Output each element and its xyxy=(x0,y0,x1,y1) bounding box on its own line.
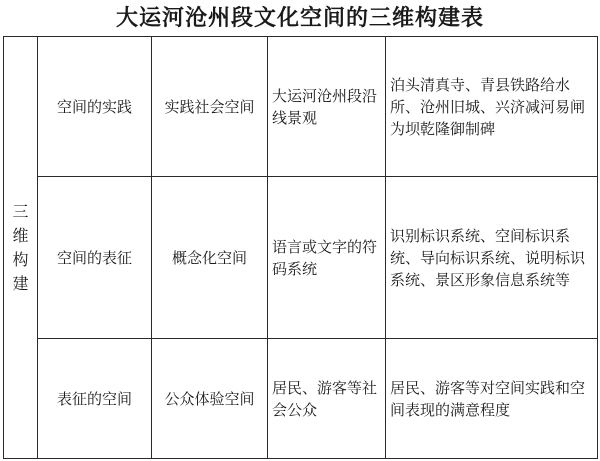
carrier-text: 大运河沧州段沿线景观 xyxy=(272,86,378,127)
carrier-cell xyxy=(268,37,386,177)
dimension-cell xyxy=(4,37,38,459)
space-type-text: 公众体验空间 xyxy=(164,389,255,408)
table-title: 大运河沧州段文化空间的三维构建表 xyxy=(115,5,484,31)
examples-cell xyxy=(386,37,598,177)
carrier-text: 语言或文字的符码系统 xyxy=(272,237,378,278)
space-type-text: 概念化空间 xyxy=(171,248,247,267)
category-cell xyxy=(38,37,152,177)
table-row xyxy=(4,177,598,339)
space-type-text: 实践社会空间 xyxy=(164,97,255,116)
construction-table xyxy=(3,36,598,459)
dimension-label: 三维构建 xyxy=(12,201,29,293)
category-cell xyxy=(38,177,152,339)
examples-cell xyxy=(386,339,598,459)
carrier-text: 居民、游客等社会公众 xyxy=(272,378,378,419)
table-row xyxy=(4,339,598,459)
carrier-cell xyxy=(268,177,386,339)
category-text: 空间的实践 xyxy=(56,97,132,116)
table-row xyxy=(4,37,598,177)
space-type-cell xyxy=(152,177,268,339)
examples-text: 泊头清真寺、青县铁路给水所、沧州旧城、兴济减河易闸为坝乾隆御制碑 xyxy=(390,75,586,138)
examples-text: 居民、游客等对空间实践和空间表现的满意程度 xyxy=(390,378,586,419)
carrier-cell xyxy=(268,339,386,459)
category-text: 表征的空间 xyxy=(56,389,132,408)
examples-text: 识别标识系统、空间标识系统、导向标识系统、说明标识系统、景区形象信息系统等 xyxy=(390,226,586,289)
category-cell xyxy=(38,339,152,459)
space-type-cell xyxy=(152,37,268,177)
space-type-cell xyxy=(152,339,268,459)
category-text: 空间的表征 xyxy=(56,248,132,267)
examples-cell xyxy=(386,177,598,339)
